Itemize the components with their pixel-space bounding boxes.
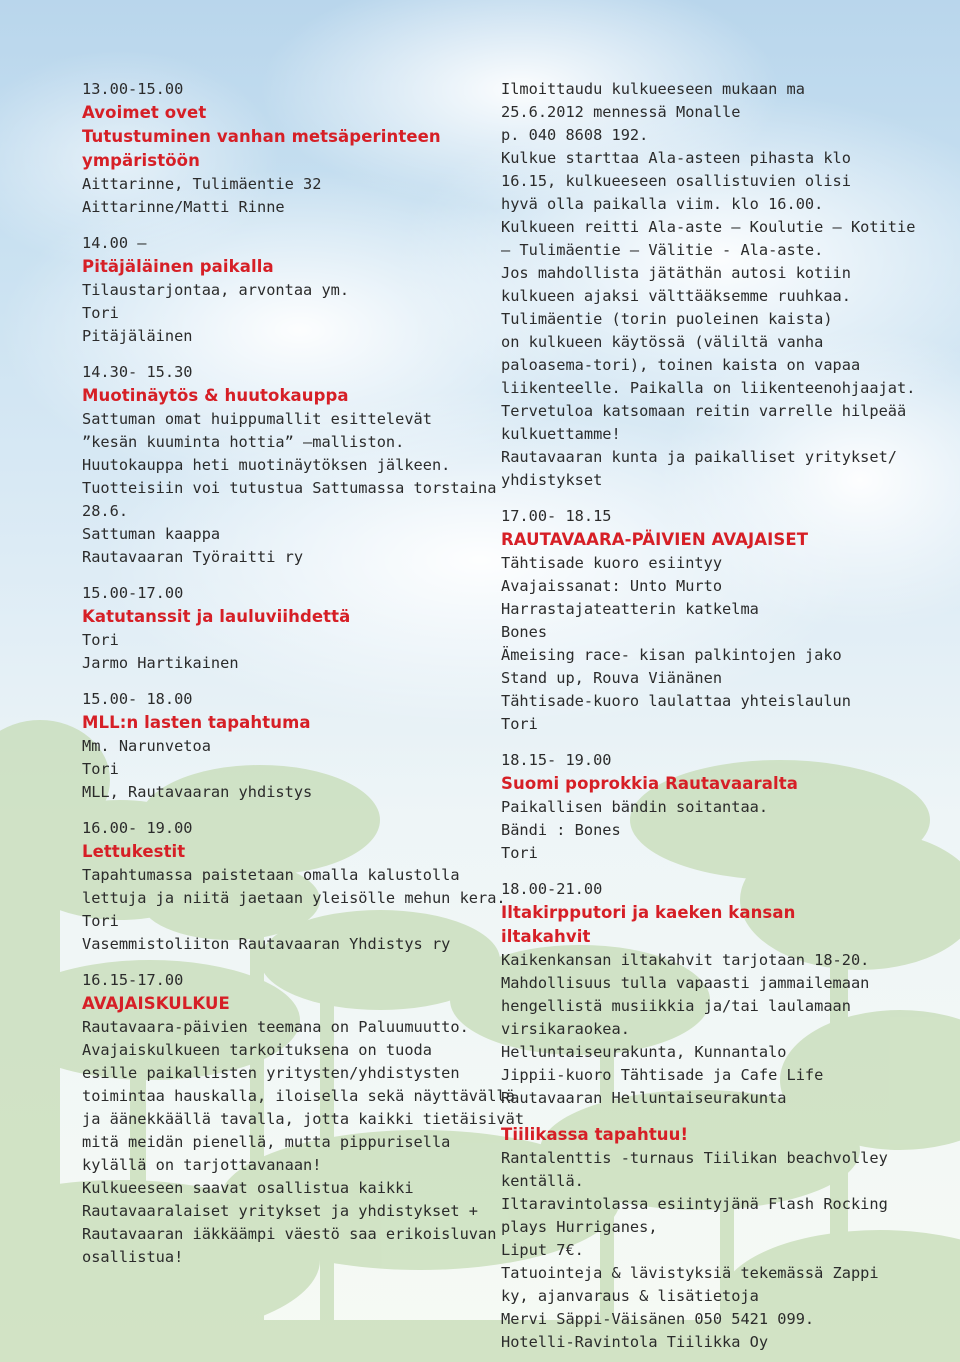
event-time: 16.00- 19.00 <box>82 819 193 837</box>
event-title: Tutustuminen vanhan metsäperinteen <box>82 127 441 146</box>
block-gap <box>82 219 482 232</box>
event-detail: Sattuman omat huippumallit esittelevät <box>82 410 432 428</box>
event-detail: 25.6.2012 mennessä Monalle <box>501 103 741 121</box>
block-gap <box>501 736 941 749</box>
block-gap <box>82 675 482 688</box>
block-gap <box>501 1110 941 1123</box>
event-detail: Liput 7€. <box>501 1241 584 1259</box>
event-detail: Tori <box>501 715 538 733</box>
event-detail: Kulkue starttaa Ala-asteen pihasta klo <box>501 149 851 167</box>
event-detail: on kulkueen käytössä (väliltä vanha <box>501 333 824 351</box>
event-detail: Pitäjäläinen <box>82 327 193 345</box>
event-title: Iltakirpputori ja kaeken kansan <box>501 903 796 922</box>
event-detail: Kaikenkansan iltakahvit tarjotaan 18-20. <box>501 951 870 969</box>
event-detail: Tuotteisiin voi tutustua Sattumassa torstaina <box>82 479 497 497</box>
event-detail: Tori <box>82 631 119 649</box>
event-detail: virsikaraokea. <box>501 1020 630 1038</box>
event-detail: Avajaiskulkueen tarkoituksena on tuoda <box>82 1041 432 1059</box>
event-detail: kulkuettamme! <box>501 425 621 443</box>
event-detail: kentällä. <box>501 1172 584 1190</box>
block-gap <box>82 956 482 969</box>
event-title: ympäristöön <box>82 151 200 170</box>
event-detail: ”kesän kuuminta hottia” –malliston. <box>82 433 405 451</box>
event-block <box>82 969 525 1269</box>
event-detail: Rantalenttis -turnaus Tiilikan beachvolley <box>501 1149 888 1167</box>
event-detail: Mahdollisuus tulla vapaasti jammailemaan <box>501 974 870 992</box>
event-detail: Rautavaaran iäkkäämpi väestö saa erikoisluvan <box>82 1225 497 1243</box>
event-block <box>501 749 941 865</box>
event-detail: Tervetuloa katsomaan reitin varrelle hilpeää <box>501 402 907 420</box>
right-column <box>501 78 941 1354</box>
event-detail: mitä meidän pienellä, mutta pippurisella <box>82 1133 451 1151</box>
event-detail: yhdistykset <box>501 471 603 489</box>
block-gap <box>501 865 941 878</box>
event-detail: esille paikallisten yritysten/yhdistysten <box>82 1064 460 1082</box>
event-detail: Mm. Narunvetoa <box>82 737 211 755</box>
event-detail: – Tulimäentie – Välitie - Ala-aste. <box>501 241 824 259</box>
event-detail: Bones <box>501 623 548 641</box>
event-detail: Kulkueeseen saavat osallistua kaikki <box>82 1179 414 1197</box>
event-detail: Tatuointeja & lävistyksiä tekemässä Zappi <box>501 1264 879 1282</box>
event-block <box>82 582 482 675</box>
event-detail: Tori <box>82 760 119 778</box>
event-detail: kulkueen ajaksi välttääksemme ruuhkaa. <box>501 287 851 305</box>
event-time: 18.15- 19.00 <box>501 751 612 769</box>
event-detail: MLL, Rautavaaran yhdistys <box>82 783 313 801</box>
event-detail: Tähtisade kuoro esiintyy <box>501 554 723 572</box>
event-block <box>501 78 941 492</box>
event-detail: hengellistä musiikkia ja/tai laulamaan <box>501 997 851 1015</box>
event-detail: lettuja ja niitä jaetaan yleisölle mehun kera. <box>82 889 506 907</box>
event-time: 18.00-21.00 <box>501 880 603 898</box>
event-block <box>82 688 482 804</box>
event-detail: Tori <box>82 304 119 322</box>
event-detail: Paikallisen bändin soitantaa. <box>501 798 769 816</box>
event-detail: ja äänekkäällä tavalla, jotta kaikki tietäisivät <box>82 1110 525 1128</box>
event-title: RAUTAVAARA-PÄIVIEN AVAJAISET <box>501 530 809 549</box>
event-detail: Bändi : Bones <box>501 821 621 839</box>
event-time: 15.00- 18.00 <box>82 690 193 708</box>
block-gap <box>82 804 482 817</box>
event-block <box>82 78 482 219</box>
event-detail: liikenteelle. Paikalla on liikenteenohjaajat. <box>501 379 916 397</box>
event-detail: kylällä on tarjottavanaan! <box>82 1156 322 1174</box>
event-block <box>82 361 497 569</box>
event-detail: Rautavaaralaiset yritykset ja yhdistykset + <box>82 1202 479 1220</box>
event-detail: Stand up, Rouva Viänänen <box>501 669 723 687</box>
event-detail: Avajaissanat: Unto Murto <box>501 577 723 595</box>
event-title: iltakahvit <box>501 927 591 946</box>
event-detail: Kulkueen reitti Ala-aste – Koulutie – Kotitie <box>501 218 916 236</box>
event-title: MLL:n lasten tapahtuma <box>82 713 311 732</box>
event-detail: Rautavaaran Helluntaiseurakunta <box>501 1089 787 1107</box>
event-detail: Rautavaaran kunta ja paikalliset yritykset/ <box>501 448 898 466</box>
block-gap <box>501 492 941 505</box>
event-time: 15.00-17.00 <box>82 584 184 602</box>
event-detail: toimintaa hauskalla, iloisella sekä näyttävällä <box>82 1087 515 1105</box>
event-detail: Vasemmistoliiton Rautavaaran Yhdistys ry <box>82 935 451 953</box>
event-title: Tiilikassa tapahtuu! <box>501 1125 689 1144</box>
event-detail: Hotelli-Ravintola Tiilikka Oy <box>501 1333 769 1351</box>
event-time: 16.15-17.00 <box>82 971 184 989</box>
event-detail: Iltaravintolassa esiintyjänä Flash Rocking <box>501 1195 888 1213</box>
event-detail: Tähtisade-kuoro laulattaa yhteislaulun <box>501 692 851 710</box>
event-detail: Harrastajateatterin katkelma <box>501 600 759 618</box>
event-time: 17.00- 18.15 <box>501 507 612 525</box>
event-detail: Jarmo Hartikainen <box>82 654 239 672</box>
block-gap <box>82 348 482 361</box>
block-gap <box>82 569 482 582</box>
event-detail: 16.15, kulkueeseen osallistuvien olisi <box>501 172 851 190</box>
event-detail: Tapahtumassa paistetaan omalla kalustolla <box>82 866 460 884</box>
event-title: Katutanssit ja lauluviihdettä <box>82 607 351 626</box>
event-title: Pitäjäläinen paikalla <box>82 257 274 276</box>
event-detail: Jippii-kuoro Tähtisade ja Cafe Life <box>501 1066 824 1084</box>
event-block <box>501 1123 941 1354</box>
event-detail: Tulimäentie (torin puoleinen kaista) <box>501 310 833 328</box>
event-block <box>82 817 506 956</box>
event-title: AVAJAISKULKUE <box>82 994 230 1013</box>
event-title: Muotinäytös & huutokauppa <box>82 386 349 405</box>
event-detail: Rautavaaran Työraitti ry <box>82 548 304 566</box>
event-detail: osallistua! <box>82 1248 184 1266</box>
event-detail: 28.6. <box>82 502 129 520</box>
event-detail: Huutokauppa heti muotinäytöksen jälkeen. <box>82 456 451 474</box>
event-detail: p. 040 8608 192. <box>501 126 649 144</box>
event-detail: Jos mahdollista jätäthän autosi kotiin <box>501 264 851 282</box>
event-block <box>501 505 941 736</box>
event-detail: paloasema-tori), toinen kaista on vapaa <box>501 356 861 374</box>
event-detail: Sattuman kaappa <box>82 525 221 543</box>
event-detail: Aittarinne, Tulimäentie 32 <box>82 175 322 193</box>
event-detail: Tilaustarjontaa, arvontaa ym. <box>82 281 350 299</box>
event-time: 13.00-15.00 <box>82 80 184 98</box>
event-title: Lettukestit <box>82 842 186 861</box>
event-time: 14.00 – <box>82 234 147 252</box>
event-detail: Mervi Säppi-Väisänen 050 5421 099. <box>501 1310 815 1328</box>
event-detail: Ämeising race- kisan palkintojen jako <box>501 646 842 664</box>
event-detail: Rautavaara-päivien teemana on Paluumuutto. <box>82 1018 469 1036</box>
event-time: 14.30- 15.30 <box>82 363 193 381</box>
event-detail: plays Hurriganes, <box>501 1218 658 1236</box>
event-detail: Aittarinne/Matti Rinne <box>82 198 285 216</box>
event-block <box>82 232 482 348</box>
event-detail: Tori <box>501 844 538 862</box>
event-block <box>501 878 941 1110</box>
event-title: Suomi poprokkia Rautavaaralta <box>501 774 798 793</box>
event-detail: Helluntaiseurakunta, Kunnantalo <box>501 1043 787 1061</box>
event-detail: Tori <box>82 912 119 930</box>
event-detail: Ilmoittaudu kulkueeseen mukaan ma <box>501 80 805 98</box>
event-detail: ky, ajanvaraus & lisätietoja <box>501 1287 759 1305</box>
event-detail: hyvä olla paikalla viim. klo 16.00. <box>501 195 824 213</box>
event-title: Avoimet ovet <box>82 103 207 122</box>
